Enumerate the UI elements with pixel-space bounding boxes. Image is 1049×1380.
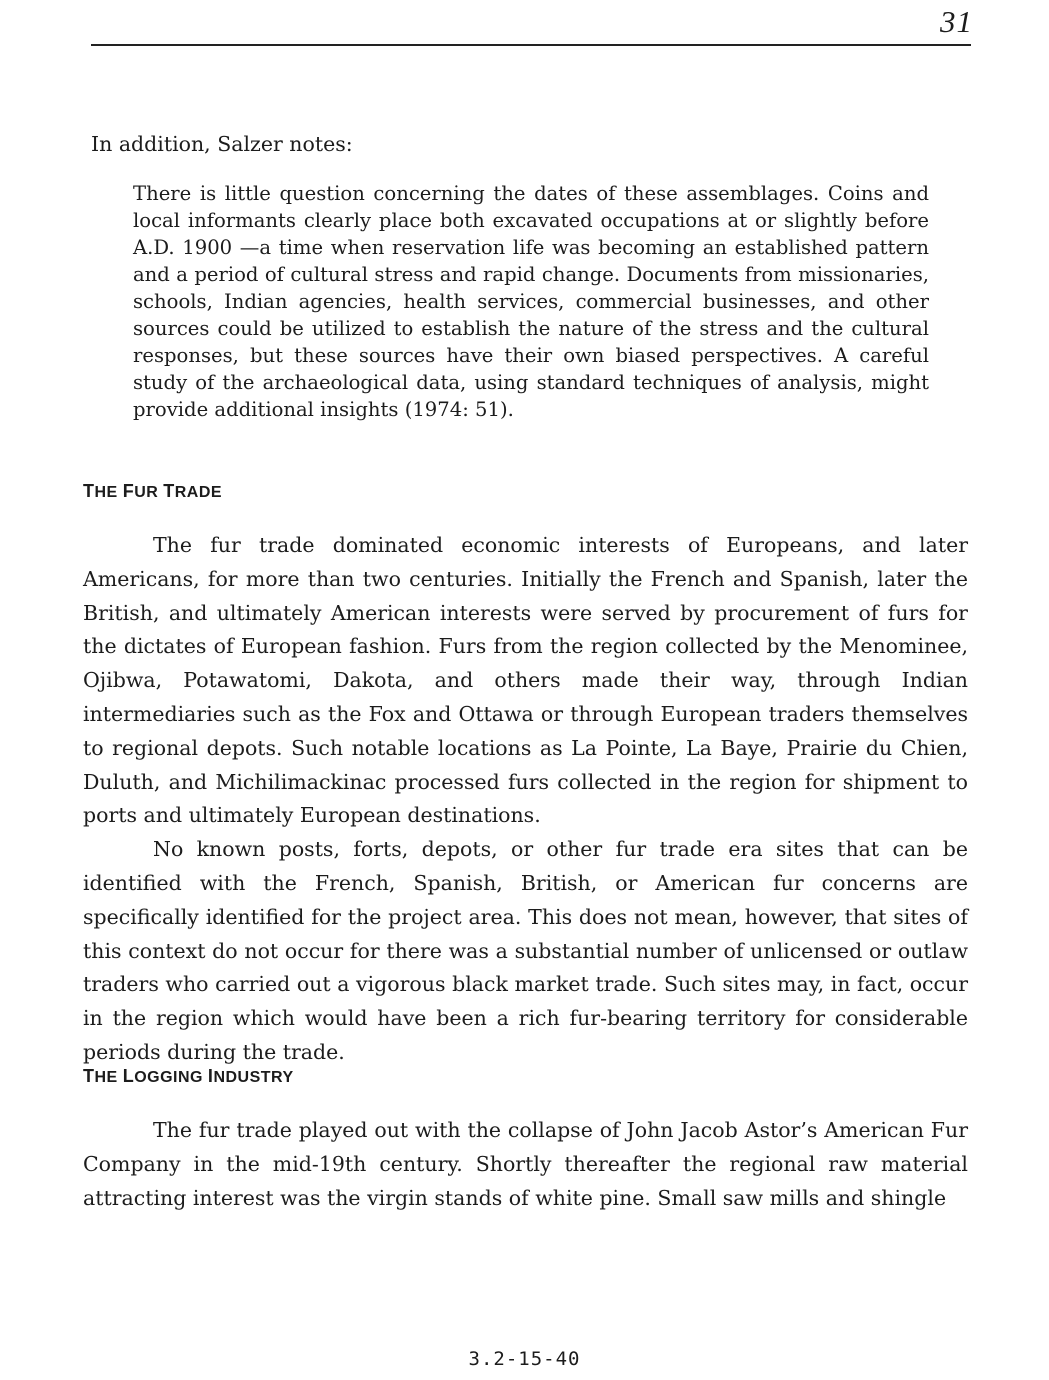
section-heading-logging-industry xyxy=(83,1066,294,1087)
heading-text: THE LOGGING INDUSTRY xyxy=(83,1066,294,1086)
section-heading-fur-trade xyxy=(83,481,222,502)
body-paragraph: The fur trade dominated economic interests of Europeans, and later Americans, for more than two centuries. Initially the French and Spanish, later the British, and ultimately American interests were served by procurement of furs for the dictates of European fashion. Furs from the region collected by the Menominee, Ojibwa, Potawatomi, Dakota, and others made their way, through Indian intermediaries such as the Fox and Ottawa or through European traders themselves to regional depots. Such notable locations as La Pointe, La Baye, Prairie du Chien, Duluth, and Michilimackinac processed furs collected in the region for shipment to ports and ultimately European destinations. xyxy=(83,533,968,828)
body-paragraph: The fur trade played out with the collapse of John Jacob Astor’s American Fur Company in the mid-19th century. Shortly thereafter the regional raw material attracting interest was the virgin stands of white pine. Small saw mills and shingle xyxy=(83,1118,968,1210)
block-quote: There is little question concerning the dates of these assemblages. Coins and local informants clearly place both excavated occupations at or slightly before A.D. 1900 —a time when reservation life was becoming an established pattern and a period of cultural stress and rapid change. Documents from missionaries, schools, Indian agencies, health services, commercial businesses, and other sources could be utilized to establish the nature of the stress and the cultural responses, but these sources have their own biased perspectives. A careful study of the archaeological data, using standard techniques of analysis, might provide additional insights (1974: 51). xyxy=(133,182,929,421)
header-rule xyxy=(91,44,971,46)
intro-paragraph: In addition, Salzer notes: xyxy=(91,132,353,156)
document-id: 3.2-15-40 xyxy=(468,1348,581,1370)
section-logging-industry xyxy=(83,1114,968,1215)
heading-text: THE FUR TRADE xyxy=(83,481,223,501)
body-paragraph: No known posts, forts, depots, or other fur trade era sites that can be identified with the French, Spanish, British, or American fur concerns are specifically identified for the project area. This does not mean, however, that sites of this context do not occur for there was a substantial number of unlicensed or outlaw traders who carried out a vigorous black market trade. Such sites may, in fact, occur in the region which would have been a rich fur-bearing territory for considerable periods during the trade. xyxy=(83,837,968,1064)
page-number: 31 xyxy=(940,4,973,39)
section-fur-trade xyxy=(83,529,968,1070)
